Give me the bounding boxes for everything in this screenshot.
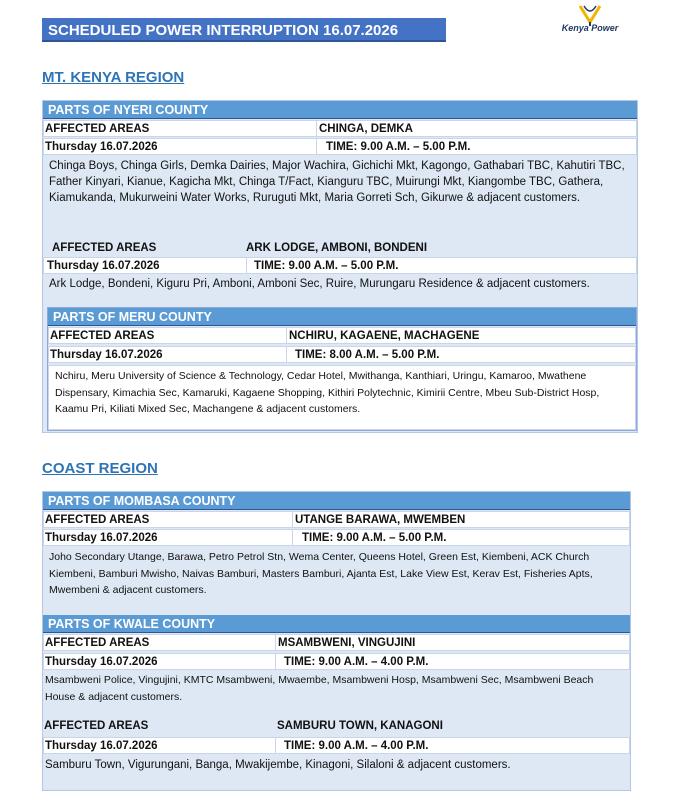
affected-areas-value: ARK LODGE, AMBONI, BONDENI	[246, 242, 428, 254]
affected-areas-row	[43, 120, 637, 137]
page-title: SCHEDULED POWER INTERRUPTION 16.07.2026	[42, 18, 446, 42]
kenya-power-logo-icon	[550, 2, 630, 42]
region-panel-coast	[42, 491, 631, 791]
time-label: TIME: 9.00 A.M. – 4.00 P.M.	[284, 656, 429, 668]
affected-areas-label: AFFECTED AREAS	[45, 123, 150, 135]
time-label: TIME: 9.00 A.M. – 4.00 P.M.	[284, 740, 429, 752]
date-label: Thursday 16.07.2026	[45, 656, 158, 668]
affected-customers-text: Nchiru, Meru University of Science & Technology, Cedar Hotel, Mwithanga, Kanthiari, Uringu, Kamaroo, Mwathene Dispensary, Kimachia Sec, Kamaruki, Kagaene Shopping, Kithiri Polytechnic, Kimirii Centre, Mbeu Sub-District Hosp, Kaamu Pri, Kiliati Mixed Sec, Machangene & adjacent customers.	[55, 370, 600, 415]
date-time-row	[43, 737, 630, 754]
affected-customers-text: Chinga Boys, Chinga Girls, Demka Dairies, Major Wachira, Gichichi Mkt, Kagongo, Gathabari TBC, Kahutiri TBC, Father Kinyari, Kianue, Kagicha Mkt, Chinga T/Fact, Kianguru TBC, Muirungi Mkt, Kiangombe TBC, Gathera, Kiamukanda, Mukurweini Water Works, Ruruguti Mkt, Maria Gorreti Sch, Gikurwe & adjacent customers.	[49, 160, 625, 204]
date-time-row	[43, 653, 630, 670]
affected-areas-label: AFFECTED AREAS	[45, 637, 150, 649]
affected-areas-value: SAMBURU TOWN, KANAGONI	[277, 720, 443, 732]
county-header-meru: PARTS OF MERU COUNTY	[48, 308, 636, 326]
affected-areas-row	[43, 718, 630, 735]
time-label: TIME: 9.00 A.M. – 5.00 P.M.	[302, 532, 447, 544]
logo-text: Kenya Power	[561, 23, 619, 33]
affected-areas-label: AFFECTED AREAS	[52, 242, 157, 254]
affected-areas-value: MSAMBWENI, VINGUJINI	[278, 637, 416, 649]
time-label: TIME: 9.00 A.M. – 5.00 P.M.	[326, 141, 471, 153]
date-time-row	[43, 138, 637, 155]
affected-areas-label: AFFECTED AREAS	[50, 330, 155, 342]
affected-areas-label: AFFECTED AREAS	[45, 514, 150, 526]
affected-customers-text: Samburu Town, Vigurungani, Banga, Mwakijembe, Kinagoni, Silaloni & adjacent customers.	[45, 759, 511, 771]
date-label: Thursday 16.07.2026	[45, 532, 158, 544]
affected-areas-value: NCHIRU, KAGAENE, MACHAGENE	[289, 330, 480, 342]
affected-customers-text: Joho Secondary Utange, Barawa, Petro Petrol Stn, Wema Center, Queens Hotel, Green Est, Kiembeni, ACK Church Kiembeni, Bamburi Mwisho, Naivas Bamburi, Masters Bamburi, Ajanta Est, Lake View Est, Kerav Est, Fisheries Apts, Mwembeni & adjacent customers.	[49, 551, 593, 596]
county-header-mombasa: PARTS OF MOMBASA COUNTY	[43, 492, 630, 510]
affected-areas-value: UTANGE BARAWA, MWEMBEN	[295, 514, 466, 526]
date-label: Thursday 16.07.2026	[45, 141, 158, 153]
affected-areas-row	[48, 327, 636, 344]
affected-customers-text: Ark Lodge, Bondeni, Kiguru Pri, Amboni, Amboni Sec, Ruire, Murungaru Residence & adjacent customers.	[49, 278, 590, 290]
region-title-mt-kenya: MT. KENYA REGION	[42, 69, 185, 86]
date-time-row	[43, 257, 637, 274]
county-header-nyeri: PARTS OF NYERI COUNTY	[43, 101, 637, 119]
date-label: Thursday 16.07.2026	[45, 740, 158, 752]
affected-areas-label: AFFECTED AREAS	[44, 720, 149, 732]
affected-areas-row	[43, 511, 630, 528]
affected-areas-value: CHINGA, DEMKA	[319, 123, 413, 135]
region-title-coast: COAST REGION	[42, 460, 158, 477]
time-label: TIME: 8.00 A.M. – 5.00 P.M.	[295, 349, 440, 361]
affected-customers-text: Msambweni Police, Vingujini, KMTC Msambweni, Mwaembe, Msambweni Hosp, Msambweni Sec, Msambweni Beach House & adjacent customers.	[45, 674, 594, 703]
affected-areas-row	[43, 634, 630, 651]
date-time-row	[48, 346, 636, 363]
region-panel-mt-kenya	[42, 100, 638, 433]
time-label: TIME: 9.00 A.M. – 5.00 P.M.	[254, 260, 399, 272]
date-label: Thursday 16.07.2026	[47, 260, 160, 272]
affected-areas-row	[43, 240, 637, 256]
date-label: Thursday 16.07.2026	[50, 349, 163, 361]
date-time-row	[43, 529, 630, 546]
county-panel-meru	[47, 307, 637, 431]
county-header-kwale: PARTS OF KWALE COUNTY	[43, 615, 630, 633]
